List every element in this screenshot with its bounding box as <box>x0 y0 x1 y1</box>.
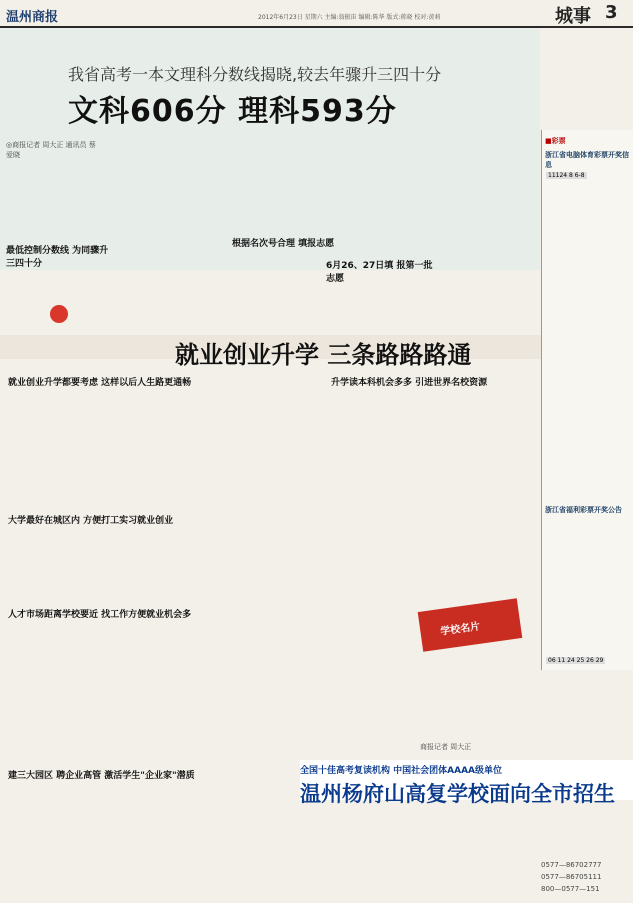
ad-stamp: 学校名片 <box>439 621 481 638</box>
page-number: 3 <box>605 2 618 23</box>
section-s3: 人才市场距离学校要近 找工作方便就业机会多 <box>8 610 192 620</box>
col1-byline: ◎商报记者 周大正 通讯员 蔡爱晓 <box>6 141 96 159</box>
hero-kicker: 我省高考一本文理科分数线揭晓,较去年骤升三四十分 <box>68 65 442 84</box>
lottery-title-2: 浙江省福利彩票开奖公告 <box>545 506 622 514</box>
seal-icon <box>50 305 68 323</box>
lottery-head: ■彩票 <box>545 137 566 145</box>
banner-top: 全国十佳高考复读机构 中国社会团体AAAA级单位 <box>300 766 502 776</box>
date-line: 2012年6月23日 星期六 主编:翁振宙 编辑:陈华 版式:蒋晓 校对:黄莉 <box>258 14 441 21</box>
contact-2: 0577—86705111 <box>541 873 602 881</box>
contact-1: 0577—86702777 <box>541 861 602 869</box>
lottery-column <box>541 130 633 670</box>
lottery-nums-1: 11124 8 6-8 <box>548 172 585 179</box>
section-title: 城事 <box>555 6 591 27</box>
ad-byline: 商报记者 周大正 <box>420 743 472 751</box>
lottery-nums-2: 06 11 24 25 26 29 <box>548 657 604 664</box>
lottery-title-1: 浙江省电脑体育彩票开奖信息 <box>545 151 629 169</box>
section-s2: 大学最好在城区内 方便打工实习就业创业 <box>8 516 174 526</box>
col2-text <box>115 140 195 260</box>
section-s1: 就业创业升学都要考虑 这样以后人生路更通畅 <box>8 378 192 388</box>
hero-headline: 文科606分 理科593分 <box>68 94 397 129</box>
contact-3: 800—0577—151 <box>541 885 600 893</box>
section-s4: 建三大园区 聘企业高管 激活学生"企业家"潜质 <box>8 771 195 781</box>
col1-subhead: 最低控制分数线 为同骤升三四十分 <box>6 246 109 269</box>
band-title: 就业创业升学 三条路路路通 <box>175 341 472 369</box>
col4-subhead: 6月26、27日填 报第一批志愿 <box>326 261 433 284</box>
section-s5: 升学读本科机会多多 引进世界名校资源 <box>331 378 488 388</box>
banner-main: 温州杨府山高复学校面向全市招生 <box>300 782 615 806</box>
masthead: 温州商报 <box>6 10 59 25</box>
col3-subhead: 根据名次号合理 填报志愿 <box>232 239 335 249</box>
